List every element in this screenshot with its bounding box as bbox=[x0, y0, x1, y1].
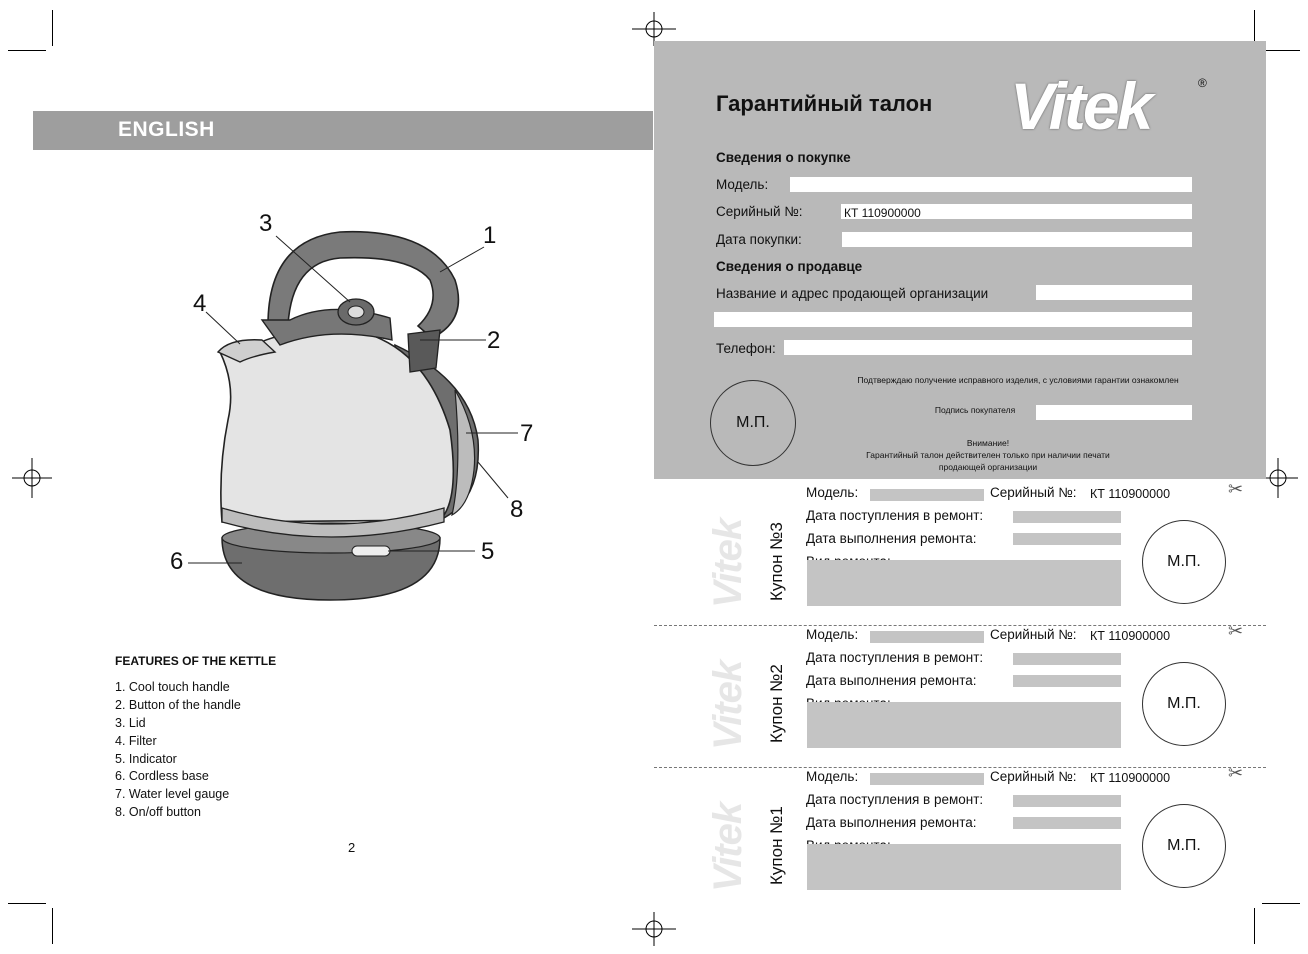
vitek-watermark: Vitek bbox=[706, 518, 750, 608]
registration-mark bbox=[632, 912, 676, 946]
coupon-seal: М.П. bbox=[1142, 662, 1226, 746]
crop-mark bbox=[8, 903, 46, 904]
callout-1: 1 bbox=[483, 222, 497, 249]
coupon-title: Купон №3 bbox=[767, 522, 786, 601]
crop-mark bbox=[52, 908, 53, 944]
crop-mark bbox=[52, 10, 53, 46]
serial-value: КТ 110900000 bbox=[844, 206, 921, 220]
model-field[interactable] bbox=[790, 177, 1192, 192]
vitek-watermark: Vitek bbox=[706, 660, 750, 750]
scissors-icon: ✂ bbox=[1228, 621, 1244, 641]
feature-item: 8. On/off button bbox=[115, 805, 201, 820]
coupon-completed-field[interactable] bbox=[1013, 675, 1121, 687]
coupon-title: Купон №1 bbox=[767, 806, 786, 885]
crop-mark bbox=[8, 50, 46, 51]
callout-7: 7 bbox=[520, 420, 534, 447]
crop-mark bbox=[1262, 50, 1300, 51]
coupon-serial-value: КТ 110900000 bbox=[1090, 771, 1171, 785]
coupon-model-label: Модель: bbox=[806, 485, 859, 500]
signature-label: Подпись покупателя bbox=[934, 405, 1016, 415]
feature-item: 7. Water level gauge bbox=[115, 787, 230, 802]
features-list bbox=[115, 680, 241, 823]
signature-field[interactable] bbox=[1036, 405, 1192, 420]
cut-line bbox=[654, 625, 1266, 626]
coupon-serial-value: КТ 110900000 bbox=[1090, 487, 1171, 501]
coupon-completed-label: Дата выполнения ремонта: bbox=[806, 815, 977, 830]
feature-item: 6. Cordless base bbox=[115, 769, 209, 784]
serial-label: Серийный №: bbox=[716, 204, 803, 219]
seller-heading: Сведения о продавце bbox=[716, 259, 863, 274]
features-title: FEATURES OF THE KETTLE bbox=[115, 654, 277, 668]
coupon-repair-field[interactable] bbox=[807, 844, 1121, 890]
coupon-completed-field[interactable] bbox=[1013, 817, 1121, 829]
coupon-model-field[interactable] bbox=[870, 773, 984, 785]
phone-field[interactable] bbox=[784, 340, 1192, 355]
coupon-repair-field[interactable] bbox=[807, 560, 1121, 606]
coupon-2 bbox=[654, 621, 1266, 765]
callout-3: 3 bbox=[259, 210, 273, 237]
scissors-icon: ✂ bbox=[1228, 479, 1244, 499]
page-number: 2 bbox=[348, 840, 356, 855]
callout-8: 8 bbox=[510, 496, 524, 523]
org-field[interactable] bbox=[1036, 285, 1192, 300]
coupon-received-label: Дата поступления в ремонт: bbox=[806, 792, 984, 807]
scissors-icon: ✂ bbox=[1228, 763, 1244, 783]
seal-circle bbox=[710, 380, 796, 466]
feature-item: 4. Filter bbox=[115, 733, 157, 748]
vitek-logo bbox=[1010, 68, 1150, 144]
notice-line-2: продающей организации bbox=[938, 462, 1038, 472]
coupon-completed-label: Дата выполнения ремонта: bbox=[806, 531, 977, 546]
notice-line-1: Гарантийный талон действителен только при наличии печати bbox=[866, 450, 1110, 460]
warranty-title: Гарантийный талон bbox=[716, 91, 933, 116]
purchase-heading: Сведения о покупке bbox=[716, 150, 851, 165]
notice-title: Внимание! bbox=[966, 438, 1010, 448]
coupon-1 bbox=[654, 763, 1266, 907]
coupon-seal: М.П. bbox=[1142, 804, 1226, 888]
callout-2: 2 bbox=[487, 327, 501, 354]
org-address-field[interactable] bbox=[714, 312, 1192, 327]
coupon-serial-label: Серийный №: bbox=[990, 627, 1077, 642]
vitek-logo-text: Vitek bbox=[1010, 69, 1151, 143]
purchase-date-field[interactable] bbox=[842, 232, 1192, 247]
crop-mark bbox=[1262, 903, 1300, 904]
coupon-completed-field[interactable] bbox=[1013, 533, 1121, 545]
coupon-model-label: Модель: bbox=[806, 627, 859, 642]
coupon-received-label: Дата поступления в ремонт: bbox=[806, 508, 984, 523]
coupon-3 bbox=[654, 479, 1266, 623]
feature-item: 5. Indicator bbox=[115, 751, 177, 766]
registered-mark: ® bbox=[1198, 76, 1207, 90]
seal-label: М.П. bbox=[736, 414, 770, 431]
callout-6: 6 bbox=[170, 548, 184, 575]
coupon-repair-field[interactable] bbox=[807, 702, 1121, 748]
indicator-light bbox=[352, 546, 390, 556]
callout-5: 5 bbox=[481, 538, 495, 565]
language-header-bar bbox=[33, 111, 653, 150]
coupon-model-label: Модель: bbox=[806, 769, 859, 784]
coupon-model-field[interactable] bbox=[870, 631, 984, 643]
feature-item: 2. Button of the handle bbox=[115, 697, 241, 712]
coupon-serial-label: Серийный №: bbox=[990, 769, 1077, 784]
coupon-received-field[interactable] bbox=[1013, 795, 1121, 807]
language-header: ENGLISH bbox=[118, 118, 215, 141]
registration-mark bbox=[12, 458, 52, 498]
phone-label: Телефон: bbox=[716, 341, 776, 356]
coupon-model-field[interactable] bbox=[870, 489, 984, 501]
cut-line bbox=[654, 767, 1266, 768]
coupon-serial-label: Серийный №: bbox=[990, 485, 1077, 500]
callout-4: 4 bbox=[193, 290, 207, 317]
purchase-date-label: Дата покупки: bbox=[716, 232, 802, 247]
coupon-completed-label: Дата выполнения ремонта: bbox=[806, 673, 977, 688]
feature-item: 1. Cool touch handle bbox=[115, 680, 230, 694]
serial-field[interactable] bbox=[841, 204, 1192, 219]
confirmation-text: Подтверждаю получение исправного изделия, с условиями гарантии ознакомлен bbox=[857, 375, 1179, 385]
coupon-title: Купон №2 bbox=[767, 664, 786, 743]
coupon-repair-field-top bbox=[911, 560, 1121, 561]
coupon-serial-value: КТ 110900000 bbox=[1090, 629, 1171, 643]
coupon-seal: М.П. bbox=[1142, 520, 1226, 604]
coupon-received-field[interactable] bbox=[1013, 511, 1121, 523]
model-label: Модель: bbox=[716, 177, 769, 192]
coupon-received-field[interactable] bbox=[1013, 653, 1121, 665]
coupon-received-label: Дата поступления в ремонт: bbox=[806, 650, 984, 665]
vitek-watermark: Vitek bbox=[706, 802, 750, 892]
feature-item: 3. Lid bbox=[115, 715, 146, 730]
crop-mark bbox=[1254, 908, 1255, 944]
org-label: Название и адрес продающей организации bbox=[716, 286, 989, 301]
